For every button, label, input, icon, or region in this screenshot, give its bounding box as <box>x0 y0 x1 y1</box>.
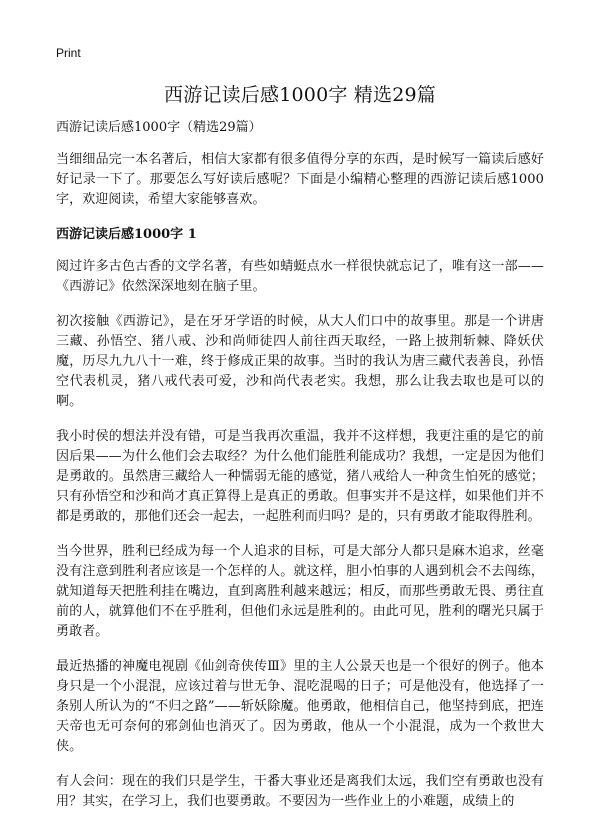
body-paragraph-6: 有人会问：现在的我们只是学生，干番大事业还是离我们太远，我们空有勇敢也没有用？其实，在学习上，我们也要勇敢。不要因为一些作业上的小难题，成绩上的 <box>56 774 544 809</box>
article-subtitle: 西游记读后感1000字（精选29篇） <box>56 120 262 135</box>
body-paragraph-3: 我小时侯的想法并没有错，可是当我再次重温，我并不这样想，我更注重的是它的前因后果——为什么他们会去取经？为什么他们能胜利能成功？我想，一定是因为他们是勇敢的。虽然唐三藏给人一种懦弱无能的感觉，猪八戒给人一种贪生怕死的感觉；只有孙悟空和沙和尚才真正算得上是真正的勇敢。但事实并不是这样，如果他们并不都是勇敢的，那他们还会一起去，一起胜利而归吗？是的，只有勇敢才能取得胜利。 <box>56 429 544 524</box>
intro-paragraph: 当细细品完一本名著后，相信大家都有很多值得分享的东西，是时候写一篇读后感好好记录一下了。那要怎么写好读后感呢？下面是小编精心整理的西游记读后感1000字，欢迎阅读，希望大家能够喜欢。 <box>56 152 544 207</box>
page-title: 西游记读后感1000字 精选29篇 <box>164 84 436 106</box>
body-paragraph-1: 阅过许多古色古香的文学名著，有些如蜻蜓点水一样很快就忘记了，唯有这一部——《西游记》依然深深地刻在脑子里。 <box>56 259 544 294</box>
section-heading: 西游记读后感1000字 1 <box>56 227 197 242</box>
body-paragraph-2: 初次接触《西游记》，是在牙牙学语的时候，从大人们口中的故事里。那是一个讲唐三藏、孙悟空、猪八戒、沙和尚师徒四人前往西天取经，一路上披荆斩棘、降妖伏魔，历尽九九八十一难，终于修成正果的故事。当时的我认为唐三藏代表善良，孙悟空代表机灵，猪八戒代表可爱，沙和尚代表老实。我想，那么让我去取也是可以的啊。 <box>56 314 544 409</box>
print-link[interactable]: Print <box>56 46 81 60</box>
body-paragraph-4: 当今世界，胜利已经成为每一个人追求的目标，可是大部分人都只是麻木追求，丝毫没有注意到胜利者应该是一个怎样的人。就这样，胆小怕事的人遇到机会不去闯练，就知道每天把胜利挂在嘴边，直到离胜利越来越远；相反，而那些勇敢无畏、勇往直前的人，就算他们不在乎胜利，但他们永远是胜利的。由此可见，胜利的曙光只属于勇敢者。 <box>56 544 544 639</box>
article-body <box>56 118 544 827</box>
body-paragraph-5: 最近热播的神魔电视剧《仙剑奇侠传Ⅲ》里的主人公景天也是一个很好的例子。他本身只是一个小混混，应该过着与世无争、混吃混喝的日子；可是他没有，他选择了一条别人所认为的“不归之路”——斩妖除魔。他勇敢，他相信自己，他坚持到底，把连天帝也无可奈何的邪剑仙也消灭了。因为勇敢，他从一个小混混，成为一个救世大侠。 <box>56 659 544 754</box>
